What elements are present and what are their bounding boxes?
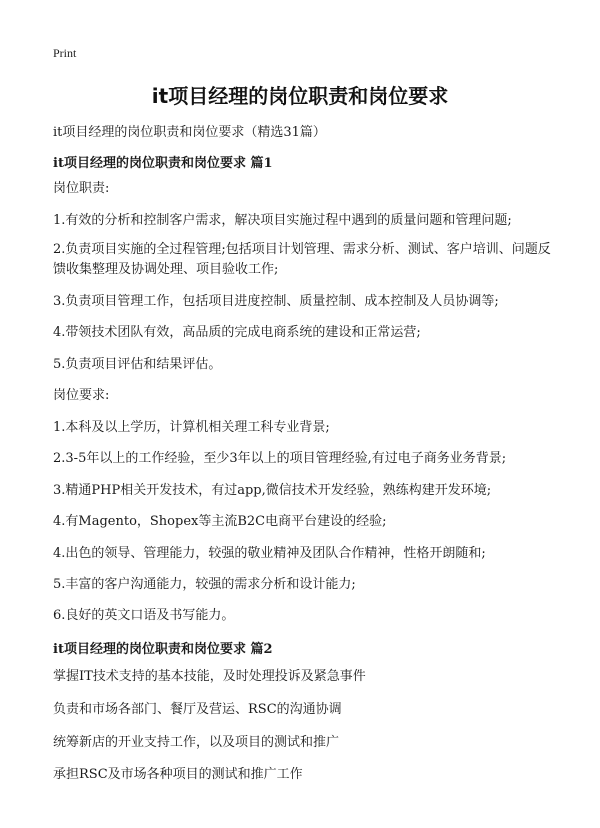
- duty-item: 4.带领技术团队有效，高品质的完成电商系统的建设和正常运营;: [53, 325, 421, 340]
- print-label: Print: [53, 46, 77, 60]
- duty-item: 3.负责项目管理工作，包括项目进度控制、质量控制、成本控制及人员协调等;: [53, 294, 499, 309]
- section-2-heading: it项目经理的岗位职责和岗位要求 篇2: [53, 642, 273, 657]
- section-2-item: 掌握IT技术支持的基本技能，及时处理投诉及紧急事件: [53, 669, 366, 684]
- requirements-label: 岗位要求:: [53, 388, 110, 403]
- document-subtitle: it项目经理的岗位职责和岗位要求（精选31篇）: [53, 125, 326, 140]
- section-2-item: 统筹新店的开业支持工作，以及项目的测试和推广: [53, 735, 340, 750]
- duty-item: 2.负责项目实施的全过程管理;包括项目计划管理、需求分析、测试、客户培训、问题反馈收集整理及协调处理、项目验收工作;: [53, 242, 551, 277]
- duty-item: 5.负责项目评估和结果评估。: [53, 357, 222, 372]
- duty-item: 1.有效的分析和控制客户需求，解决项目实施过程中遇到的质量问题和管理问题;: [53, 213, 512, 228]
- requirement-item: 3.精通PHP相关开发技术，有过app,微信技术开发经验，熟练构建开发环境;: [53, 483, 492, 498]
- requirement-item: 4.有Magento，Shopex等主流B2C电商平台建设的经验;: [53, 514, 387, 529]
- requirement-item: 2.3-5年以上的工作经验，至少3年以上的项目管理经验,有过电子商务业务背景;: [53, 451, 507, 466]
- section-2-item: 承担RSC及市场各种项目的测试和推广工作: [53, 767, 303, 782]
- requirement-item: 4.出色的领导、管理能力，较强的敬业精神及团队合作精神，性格开朗随和;: [53, 546, 486, 561]
- section-2-item: 负责和市场各部门、餐厅及营运、RSC的沟通协调: [53, 702, 342, 717]
- duties-label: 岗位职责:: [53, 181, 110, 196]
- requirement-item: 1.本科及以上学历，计算机相关理工科专业背景;: [53, 420, 330, 435]
- requirement-item: 6.良好的英文口语及书写能力。: [53, 608, 235, 623]
- document-title: it项目经理的岗位职责和岗位要求: [151, 84, 449, 108]
- requirement-item: 5.丰富的客户沟通能力，较强的需求分析和设计能力;: [53, 577, 356, 592]
- section-1-heading: it项目经理的岗位职责和岗位要求 篇1: [53, 156, 273, 171]
